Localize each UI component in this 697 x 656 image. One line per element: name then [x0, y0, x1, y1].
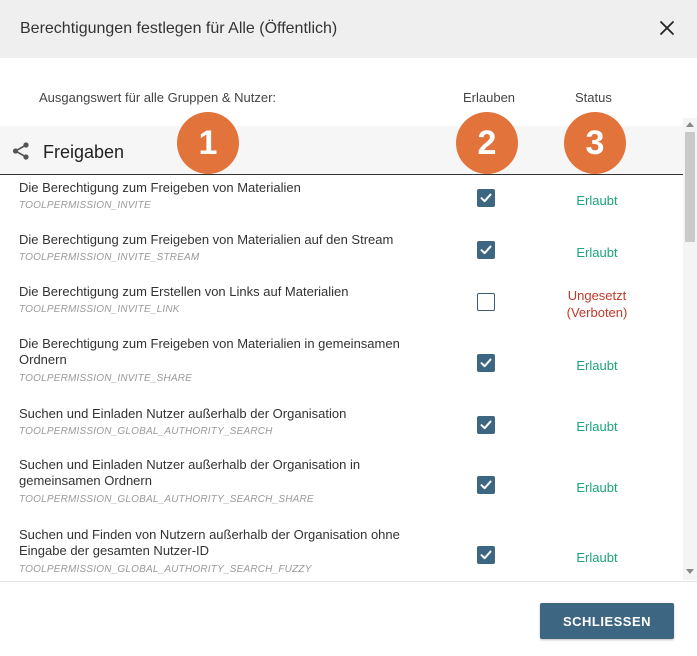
permission-label: Die Berechtigung zum Freigeben von Materialien [19, 180, 301, 195]
share-icon [11, 141, 31, 161]
footer-divider [0, 581, 697, 582]
callout-badge-1: 1 [177, 112, 239, 174]
close-icon[interactable] [655, 16, 679, 40]
allow-column-header: Erlauben [463, 90, 516, 105]
scroll-down-arrow-icon[interactable] [686, 569, 694, 574]
permission-code: TOOLPERMISSION_GLOBAL_AUTHORITY_SEARCH_SHARE [19, 494, 314, 505]
section-title: Freigaben [43, 142, 125, 162]
scroll-up-arrow-icon[interactable] [686, 122, 694, 127]
permission-status [545, 479, 649, 496]
checkmark-icon [479, 243, 493, 257]
status-text: Erlaubt [576, 550, 618, 565]
permission-status [545, 549, 649, 566]
checkmark-icon [479, 191, 493, 205]
permission-label: Die Berechtigung zum Freigeben von Materialien in gemeinsamen Ordnern [19, 336, 400, 367]
status-text: Ungesetzt [567, 288, 627, 303]
permissions-list[interactable] [0, 126, 683, 581]
allow-checkbox[interactable] [477, 241, 495, 259]
status-column-header: Status [575, 90, 612, 105]
callout-badge-3: 3 [564, 112, 626, 174]
permission-status [545, 418, 649, 435]
dialog-header [0, 0, 697, 58]
default-value-label: Ausgangswert für alle Gruppen & Nutzer: [39, 90, 277, 105]
allow-checkbox[interactable] [477, 354, 495, 372]
permission-code: TOOLPERMISSION_GLOBAL_AUTHORITY_SEARCH [19, 426, 273, 437]
permission-status [545, 244, 649, 261]
allow-checkbox[interactable] [477, 189, 495, 207]
allow-checkbox[interactable] [477, 293, 495, 311]
allow-checkbox[interactable] [477, 476, 495, 494]
checkmark-icon [479, 356, 493, 370]
checkmark-icon [479, 548, 493, 562]
status-text: Erlaubt [576, 245, 618, 260]
scrollbar-thumb[interactable] [685, 132, 695, 242]
permission-code: TOOLPERMISSION_INVITE_LINK [19, 304, 180, 315]
permission-label: Suchen und Finden von Nutzern außerhalb der Organisation ohne Eingabe der gesamten Nutzer-ID [19, 527, 400, 558]
allow-checkbox[interactable] [477, 416, 495, 434]
permission-label: Suchen und Einladen Nutzer außerhalb der Organisation [19, 406, 347, 421]
status-text: Erlaubt [576, 358, 618, 373]
checkmark-icon [479, 478, 493, 492]
permission-label: Suchen und Einladen Nutzer außerhalb der Organisation in gemeinsamen Ordnern [19, 457, 361, 488]
status-text: Erlaubt [576, 480, 618, 495]
status-text: Erlaubt [576, 193, 618, 208]
close-button[interactable]: SCHLIESSEN [540, 603, 674, 639]
dialog-title: Berechtigungen festlegen für Alle (Öffentlich) [20, 20, 338, 37]
permission-status [545, 287, 649, 321]
allow-checkbox[interactable] [477, 546, 495, 564]
permission-status [545, 192, 649, 209]
status-text: Erlaubt [576, 419, 618, 434]
scrollbar[interactable] [683, 118, 697, 580]
status-subtext: (Verboten) [566, 305, 628, 320]
permission-code: TOOLPERMISSION_GLOBAL_AUTHORITY_SEARCH_FUZZY [19, 564, 312, 575]
permission-label: Die Berechtigung zum Freigeben von Materialien auf den Stream [19, 232, 394, 247]
checkmark-icon [479, 418, 493, 432]
permission-code: TOOLPERMISSION_INVITE_SHARE [19, 373, 193, 384]
permission-label: Die Berechtigung zum Erstellen von Links auf Materialien [19, 284, 349, 299]
permission-status [545, 357, 649, 374]
permission-code: TOOLPERMISSION_INVITE_STREAM [19, 252, 200, 263]
callout-badge-2: 2 [456, 112, 518, 174]
permission-code: TOOLPERMISSION_INVITE [19, 200, 151, 211]
